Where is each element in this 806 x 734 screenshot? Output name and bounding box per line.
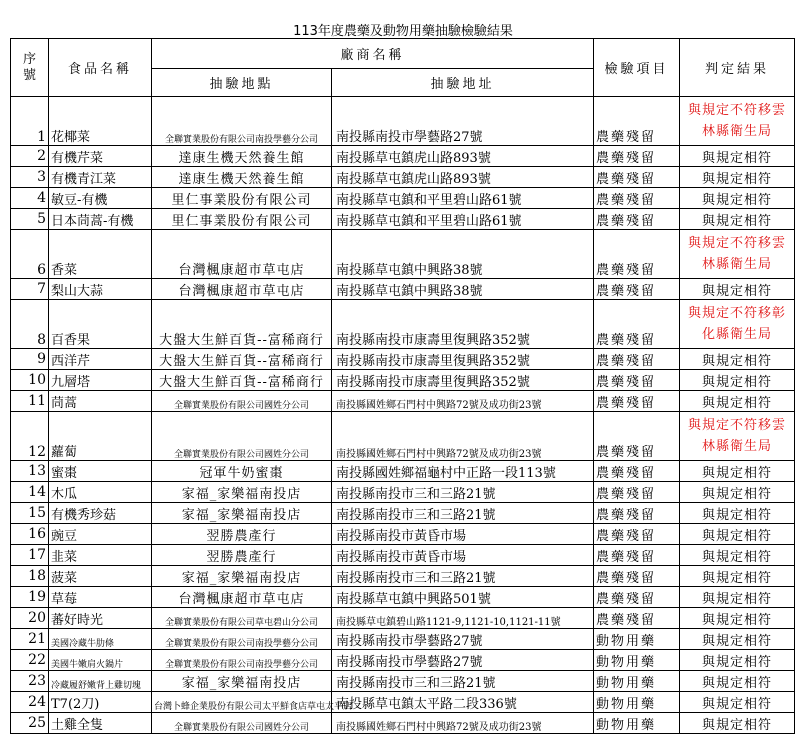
row-number: 14	[11, 482, 49, 503]
test-item: 農藥殘留	[594, 608, 680, 629]
test-item: 農藥殘留	[594, 188, 680, 209]
test-item: 農藥殘留	[594, 370, 680, 391]
sampling-address: 南投縣南投市康壽里復興路352號	[332, 370, 594, 391]
food-name: 蘿蔔	[49, 412, 152, 461]
table-row	[11, 503, 795, 524]
table-row	[11, 608, 795, 629]
row-number: 18	[11, 566, 49, 587]
food-name: 草莓	[49, 587, 152, 608]
sampling-place: 家福_家樂福南投店	[152, 482, 332, 503]
judgement-result: 與規定相符	[680, 713, 795, 734]
test-item: 農藥殘留	[594, 146, 680, 167]
judgement-result: 與規定相符	[680, 566, 795, 587]
food-name: 美國牛嫩肩火鍋片	[49, 650, 152, 671]
judgement-result: 與規定相符	[680, 349, 795, 370]
header-address: 抽驗地址	[332, 69, 594, 97]
food-name: 百香果	[49, 300, 152, 349]
row-number: 5	[11, 209, 49, 230]
judgement-result: 與規定相符	[680, 671, 795, 692]
sampling-address: 南投縣南投市三和三路21號	[332, 671, 594, 692]
test-item: 農藥殘留	[594, 545, 680, 566]
food-name: 梨山大蒜	[49, 279, 152, 300]
sampling-place: 里仁事業股份有限公司	[152, 209, 332, 230]
sampling-address: 南投縣草屯鎮虎山路893號	[332, 146, 594, 167]
sampling-place: 里仁事業股份有限公司	[152, 188, 332, 209]
judgement-result: 與規定相符	[680, 167, 795, 188]
sampling-address: 南投縣南投市三和三路21號	[332, 482, 594, 503]
results-table	[10, 38, 795, 734]
test-item: 農藥殘留	[594, 300, 680, 349]
row-number: 20	[11, 608, 49, 629]
table-row	[11, 167, 795, 188]
row-number: 17	[11, 545, 49, 566]
page-title: 113年度農藥及動物用藥抽驗檢驗結果	[293, 24, 513, 39]
sampling-address: 南投縣國姓鄉石門村中興路72號及成功街23號	[332, 412, 594, 461]
judgement-result: 與規定相符	[680, 650, 795, 671]
judgement-result: 與規定相符	[680, 279, 795, 300]
judgement-result: 與規定相符	[680, 391, 795, 412]
row-number: 19	[11, 587, 49, 608]
sampling-address: 南投縣國姓鄉石門村中興路72號及成功街23號	[332, 391, 594, 412]
row-number: 11	[11, 391, 49, 412]
food-name: 韭菜	[49, 545, 152, 566]
judgement-result: 與規定不符移雲林縣衛生局	[680, 230, 795, 279]
row-number: 13	[11, 461, 49, 482]
sampling-place: 全聯實業股份有限公司南投學藝分公司	[152, 650, 332, 671]
judgement-result: 與規定相符	[680, 608, 795, 629]
food-name: 敏豆-有機	[49, 188, 152, 209]
sampling-place: 冠軍牛奶蜜棗	[152, 461, 332, 482]
table-row	[11, 566, 795, 587]
sampling-address: 南投縣草屯鎮太平路二段336號	[332, 692, 594, 713]
judgement-result: 與規定相符	[680, 503, 795, 524]
test-item: 農藥殘留	[594, 279, 680, 300]
sampling-place: 大盤大生鮮百貨--富稀商行	[152, 370, 332, 391]
sampling-address: 南投縣南投市學藝路27號	[332, 97, 594, 146]
judgement-result: 與規定相符	[680, 188, 795, 209]
food-name: 木瓜	[49, 482, 152, 503]
row-number: 24	[11, 692, 49, 713]
test-item: 動物用藥	[594, 692, 680, 713]
header-item: 檢驗項目	[594, 39, 680, 97]
table-row	[11, 188, 795, 209]
test-item: 農藥殘留	[594, 412, 680, 461]
row-number: 9	[11, 349, 49, 370]
sampling-place: 達康生機天然養生館	[152, 146, 332, 167]
row-number: 8	[11, 300, 49, 349]
row-number: 23	[11, 671, 49, 692]
judgement-result: 與規定相符	[680, 587, 795, 608]
row-number: 1	[11, 97, 49, 146]
sampling-address: 南投縣草屯鎮碧山路1121-9,1121-10,1121-11號	[332, 608, 594, 629]
sampling-address: 南投縣草屯鎮和平里碧山路61號	[332, 209, 594, 230]
sampling-place: 台灣楓康超市草屯店	[152, 587, 332, 608]
row-number: 2	[11, 146, 49, 167]
test-item: 農藥殘留	[594, 461, 680, 482]
test-item: 農藥殘留	[594, 566, 680, 587]
sampling-place: 全聯實業股份有限公司南投學藝分公司	[152, 97, 332, 146]
sampling-address: 南投縣南投市三和三路21號	[332, 503, 594, 524]
table-row	[11, 97, 795, 146]
sampling-address: 南投縣國姓鄉福龜村中正路一段113號	[332, 461, 594, 482]
test-item: 農藥殘留	[594, 349, 680, 370]
sampling-place: 大盤大生鮮百貨--富稀商行	[152, 300, 332, 349]
food-name: 香菜	[49, 230, 152, 279]
table-row	[11, 713, 795, 734]
food-name: T7(2刀)	[49, 692, 152, 713]
food-name: 有機秀珍菇	[49, 503, 152, 524]
sampling-place: 全聯實業股份有限公司草屯碧山分公司	[152, 608, 332, 629]
food-name: 茼蒿	[49, 391, 152, 412]
judgement-result: 與規定相符	[680, 629, 795, 650]
sampling-address: 南投縣南投市康壽里復興路352號	[332, 349, 594, 370]
table-row	[11, 412, 795, 461]
row-number: 7	[11, 279, 49, 300]
sampling-address: 南投縣南投市三和三路21號	[332, 566, 594, 587]
table-row	[11, 650, 795, 671]
sampling-place: 家福_家樂福南投店	[152, 671, 332, 692]
sampling-place: 翌勝農產行	[152, 545, 332, 566]
judgement-result: 與規定不符移雲林縣衛生局	[680, 97, 795, 146]
judgement-result: 與規定相符	[680, 482, 795, 503]
table-row	[11, 524, 795, 545]
sampling-place: 全聯實業股份有限公司國姓分公司	[152, 713, 332, 734]
food-name: 土雞全隻	[49, 713, 152, 734]
food-name: 蜜棗	[49, 461, 152, 482]
table-row	[11, 671, 795, 692]
row-number: 21	[11, 629, 49, 650]
test-item: 動物用藥	[594, 671, 680, 692]
sampling-address: 南投縣南投市黃昏市場	[332, 545, 594, 566]
sampling-place: 翌勝農產行	[152, 524, 332, 545]
judgement-result: 與規定相符	[680, 209, 795, 230]
table-row	[11, 692, 795, 713]
sampling-place: 全聯實業股份有限公司南投學藝分公司	[152, 629, 332, 650]
sampling-address: 南投縣國姓鄉石門村中興路72號及成功街23號	[332, 713, 594, 734]
test-item: 農藥殘留	[594, 503, 680, 524]
table-row	[11, 482, 795, 503]
table-row	[11, 391, 795, 412]
sampling-address: 南投縣草屯鎮虎山路893號	[332, 167, 594, 188]
table-row	[11, 209, 795, 230]
sampling-place: 家福_家樂福南投店	[152, 566, 332, 587]
food-name: 美國冷藏牛肋條	[49, 629, 152, 650]
test-item: 農藥殘留	[594, 391, 680, 412]
sampling-place: 台灣楓康超市草屯店	[152, 279, 332, 300]
sampling-place: 家福_家樂福南投店	[152, 503, 332, 524]
test-item: 動物用藥	[594, 629, 680, 650]
sampling-place: 台灣楓康超市草屯店	[152, 230, 332, 279]
food-name: 九層塔	[49, 370, 152, 391]
test-item: 動物用藥	[594, 650, 680, 671]
test-item: 農藥殘留	[594, 167, 680, 188]
judgement-result: 與規定相符	[680, 146, 795, 167]
judgement-result: 與規定相符	[680, 545, 795, 566]
food-name: 冷藏履舒嫩背上雞切塊	[49, 671, 152, 692]
test-item: 農藥殘留	[594, 587, 680, 608]
food-name: 有機芹菜	[49, 146, 152, 167]
sampling-place: 全聯實業股份有限公司國姓分公司	[152, 391, 332, 412]
sampling-address: 南投縣草屯鎮中興路38號	[332, 230, 594, 279]
table-row	[11, 230, 795, 279]
row-number: 4	[11, 188, 49, 209]
table-row	[11, 300, 795, 349]
judgement-result: 與規定不符移雲林縣衛生局	[680, 412, 795, 461]
food-name: 菠菜	[49, 566, 152, 587]
header-no: 序號	[11, 39, 49, 97]
table-row	[11, 461, 795, 482]
table-row	[11, 629, 795, 650]
row-number: 25	[11, 713, 49, 734]
food-name: 豌豆	[49, 524, 152, 545]
table-row	[11, 545, 795, 566]
row-number: 15	[11, 503, 49, 524]
row-number: 16	[11, 524, 49, 545]
food-name: 花椰菜	[49, 97, 152, 146]
row-number: 10	[11, 370, 49, 391]
sampling-place: 台灣卜蜂企業股份有限公司太平鮮食店草屯太平店	[152, 692, 332, 713]
sampling-address: 南投縣南投市學藝路27號	[332, 650, 594, 671]
sampling-place: 大盤大生鮮百貨--富稀商行	[152, 349, 332, 370]
table-row	[11, 370, 795, 391]
row-number: 6	[11, 230, 49, 279]
judgement-result: 與規定相符	[680, 461, 795, 482]
judgement-result: 與規定相符	[680, 692, 795, 713]
row-number: 12	[11, 412, 49, 461]
judgement-result: 與規定相符	[680, 524, 795, 545]
judgement-result: 與規定不符移彰化縣衛生局	[680, 300, 795, 349]
sampling-address: 南投縣草屯鎮中興路38號	[332, 279, 594, 300]
sampling-address: 南投縣草屯鎮和平里碧山路61號	[332, 188, 594, 209]
header-food-name: 食品名稱	[49, 39, 152, 97]
table-row	[11, 587, 795, 608]
table-row	[11, 146, 795, 167]
sampling-place: 全聯實業股份有限公司國姓分公司	[152, 412, 332, 461]
test-item: 動物用藥	[594, 713, 680, 734]
table-row	[11, 349, 795, 370]
food-name: 西洋芹	[49, 349, 152, 370]
food-name: 日本茼蒿-有機	[49, 209, 152, 230]
test-item: 農藥殘留	[594, 97, 680, 146]
test-item: 農藥殘留	[594, 209, 680, 230]
header-vendor: 廠商名稱	[152, 39, 594, 69]
food-name: 有機青江菜	[49, 167, 152, 188]
header-result: 判定結果	[680, 39, 795, 97]
sampling-address: 南投縣南投市學藝路27號	[332, 629, 594, 650]
row-number: 3	[11, 167, 49, 188]
row-number: 22	[11, 650, 49, 671]
judgement-result: 與規定相符	[680, 370, 795, 391]
sampling-address: 南投縣南投市康壽里復興路352號	[332, 300, 594, 349]
sampling-place: 達康生機天然養生館	[152, 167, 332, 188]
test-item: 農藥殘留	[594, 482, 680, 503]
header-place: 抽驗地點	[152, 69, 332, 97]
sampling-address: 南投縣南投市黃昏市場	[332, 524, 594, 545]
test-item: 農藥殘留	[594, 230, 680, 279]
test-item: 農藥殘留	[594, 524, 680, 545]
food-name: 蕃好時光	[49, 608, 152, 629]
sampling-address: 南投縣草屯鎮中興路501號	[332, 587, 594, 608]
table-row	[11, 279, 795, 300]
